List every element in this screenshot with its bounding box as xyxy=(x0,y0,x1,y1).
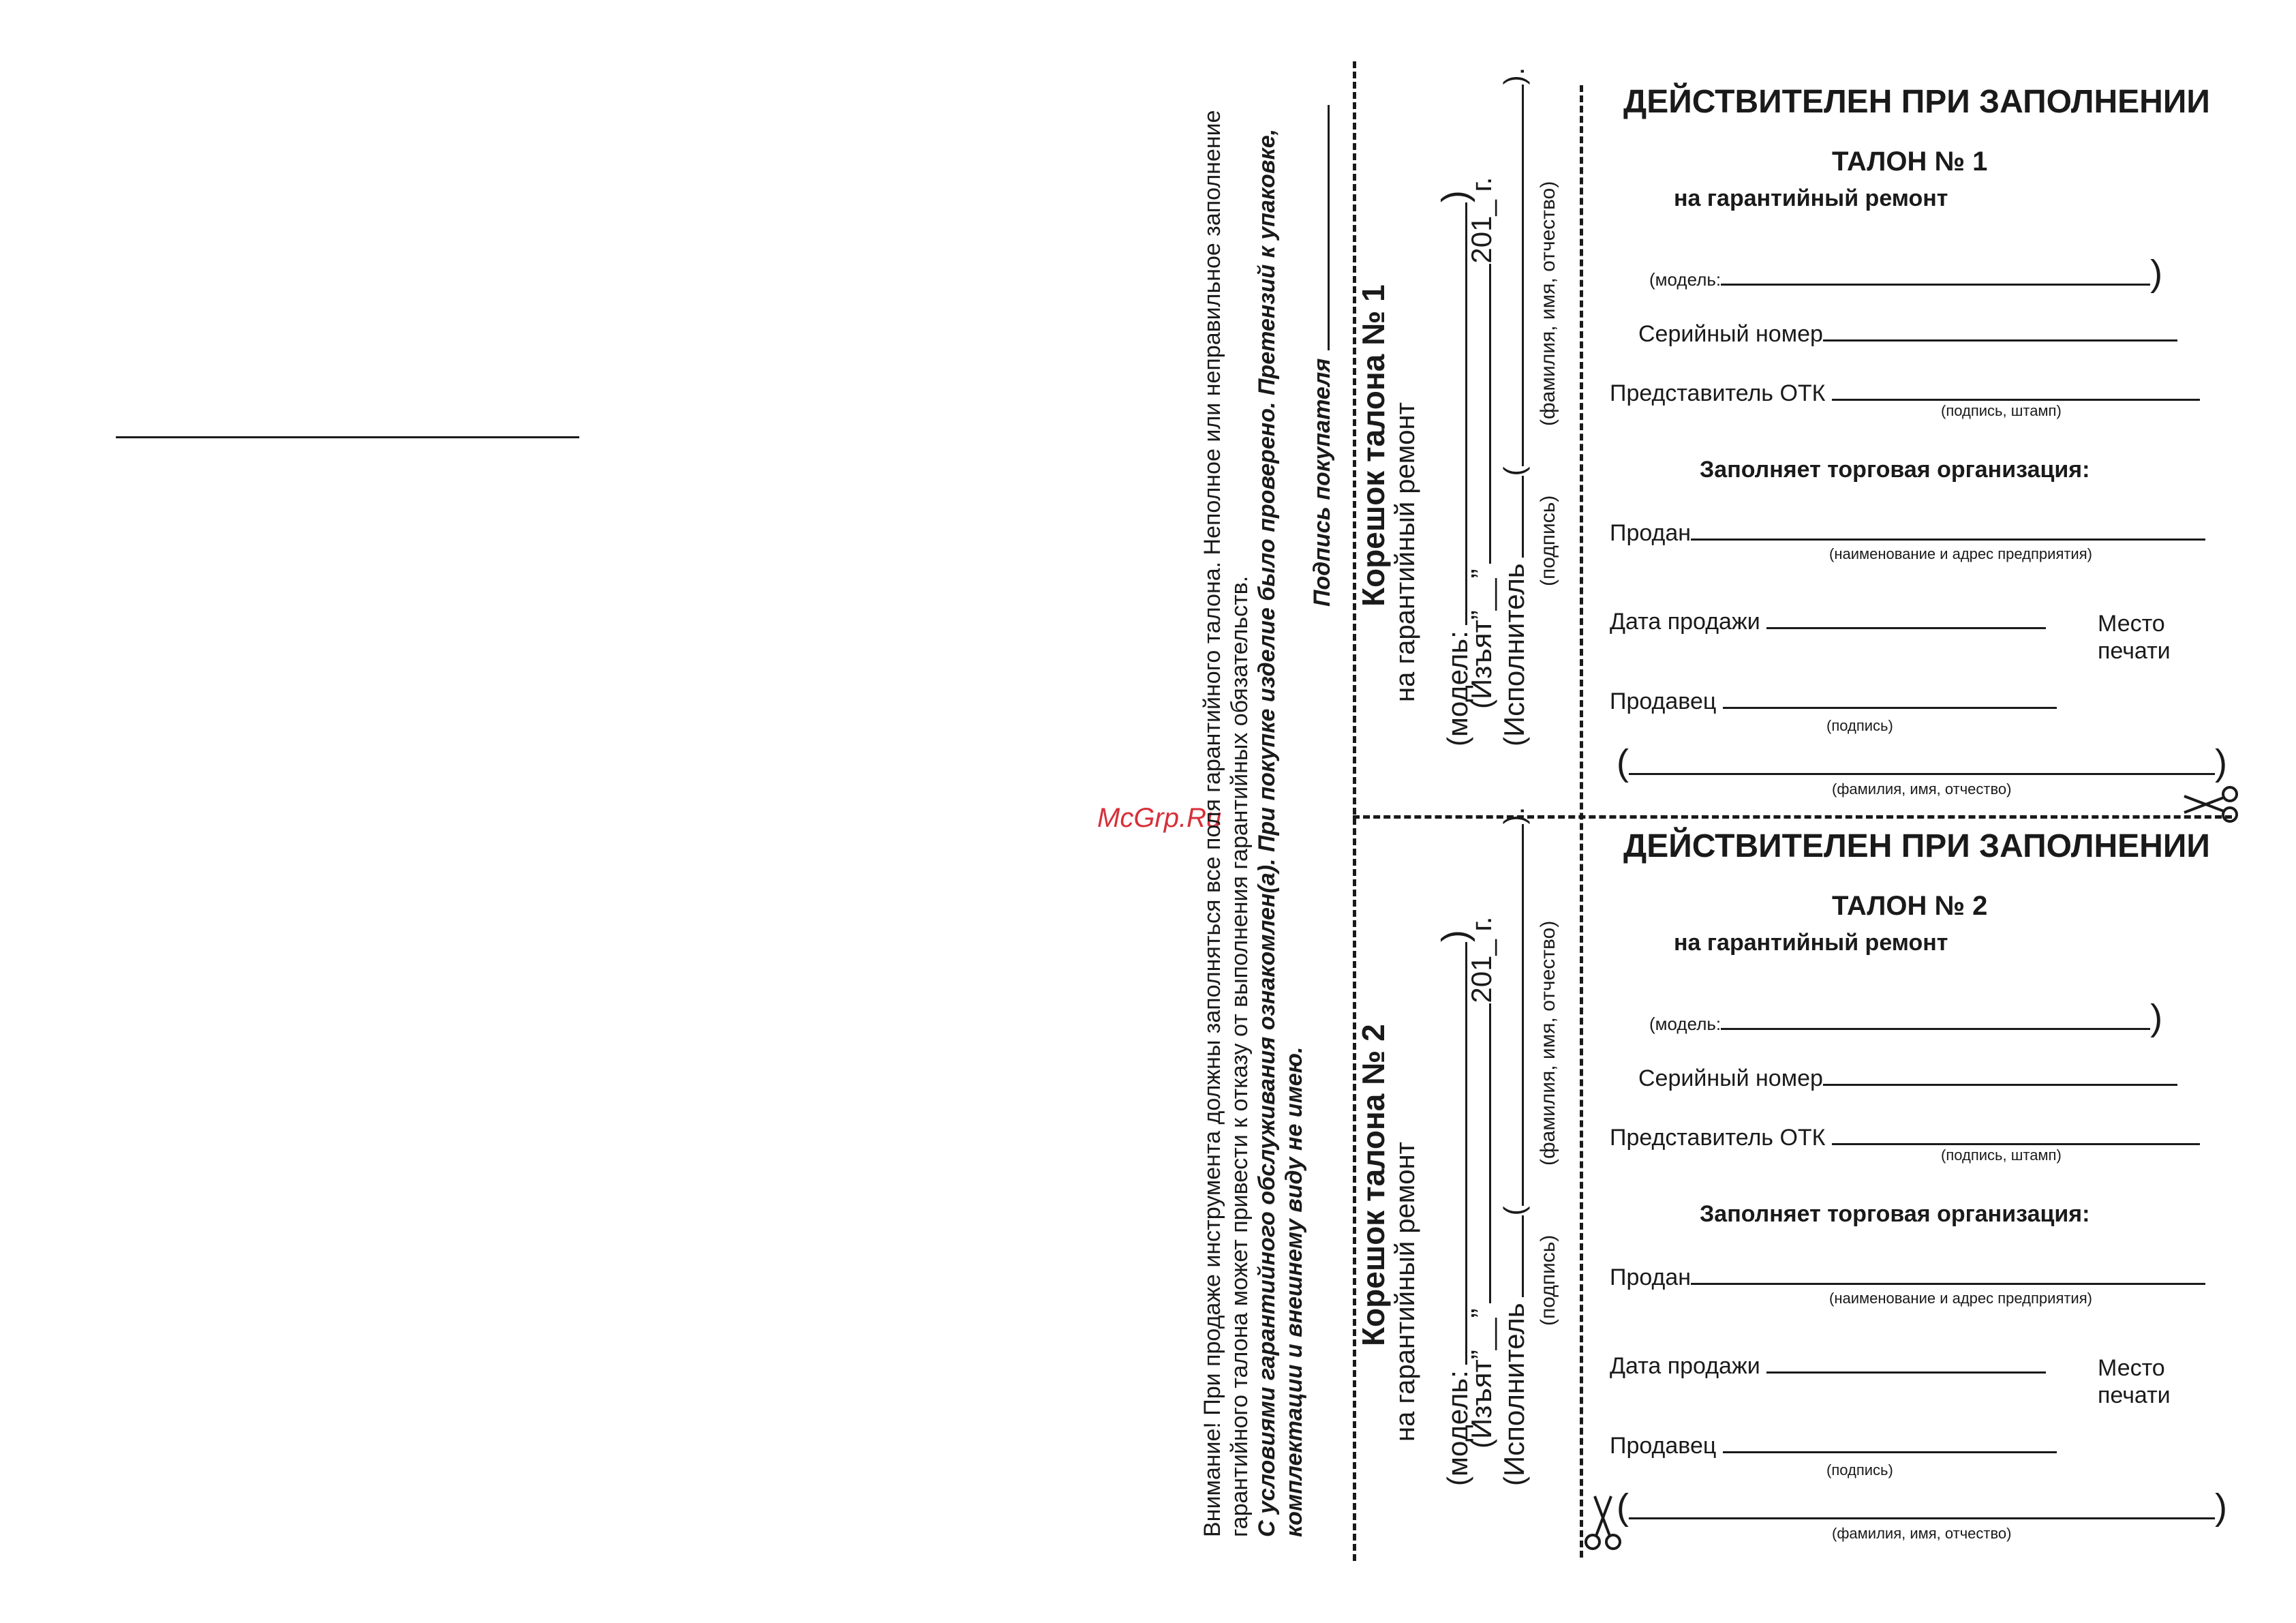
stub-2-subtitle: на гарантийный ремонт xyxy=(1390,1142,1420,1442)
coupon-1-model-field[interactable] xyxy=(1721,263,2150,286)
stub-1-name-field[interactable] xyxy=(1501,85,1524,466)
coupon-2-date-field[interactable] xyxy=(1766,1351,2046,1374)
coupon-2-sold-row: Продан xyxy=(1610,1262,2205,1291)
stub-2-sig-hint: (подпись) xyxy=(1537,1234,1559,1326)
coupon-1-subtitle: на гарантийный ремонт xyxy=(1674,185,1948,211)
coupon-1-seller-field[interactable] xyxy=(1723,686,2057,709)
coupon-2-name-hint: (фамилия, имя, отчество) xyxy=(1832,1525,2012,1542)
stub-1-model-field[interactable] xyxy=(1445,202,1467,625)
stub-1-seized-row: (Изъят”__”201_ г. xyxy=(1465,177,1497,709)
coupon-1-serial-field[interactable] xyxy=(1823,319,2177,342)
coupon-2-otk-hint: (подпись, штамп) xyxy=(1941,1147,2062,1164)
coupon-2-serial-field[interactable] xyxy=(1823,1063,2177,1086)
coupon-2-name-row: ( ) xyxy=(1617,1487,2227,1528)
stub-2-name-field[interactable] xyxy=(1501,824,1524,1206)
coupon-1-date-row: Дата продажи xyxy=(1610,607,2046,635)
coupon-1-sold-row: Продан xyxy=(1610,518,2205,547)
buyer-signature-field[interactable] xyxy=(1307,105,1330,350)
coupon-2-subtitle: на гарантийный ремонт xyxy=(1674,930,1948,956)
stub-2-seized-field[interactable] xyxy=(1469,1003,1491,1303)
coupon-1-model-row: (модель: ) xyxy=(1649,253,2163,294)
buyer-signature-label: Подпись покупателя xyxy=(1307,105,1336,607)
coupon-1-valid-heading: ДЕЙСТВИТЕЛЕН ПРИ ЗАПОЛНЕНИИ xyxy=(1623,84,2210,120)
scissors-icon xyxy=(2181,784,2242,825)
notice-line-3: С условиями гарантийного обслуживания ознакомлен(а). При покупке изделие было проверено. Претензий к упаковке, xyxy=(1254,128,1280,1537)
coupon-1-name-hint: (фамилия, имя, отчество) xyxy=(1832,780,2012,798)
coupon-2-trade-heading: Заполняет торговая организация: xyxy=(1700,1201,2090,1227)
notice-line-1: Внимание! При продаже инструмента должны заполняться все поля гарантийного талона. Неполное или неправильное заполнение xyxy=(1199,110,1225,1537)
coupon-1-date-field[interactable] xyxy=(1766,607,2046,629)
watermark: McGrp.Ru xyxy=(1097,803,1222,833)
coupon-2-seller-field[interactable] xyxy=(1723,1431,2057,1453)
cut-line-vertical-right xyxy=(1580,85,1583,1558)
coupon-2-serial-row: Серийный номер xyxy=(1638,1063,2177,1092)
coupon-1-talon-title: ТАЛОН № 1 xyxy=(1832,147,1988,177)
stub-2-seized-row: (Изъят”__”201_ г. xyxy=(1465,916,1497,1448)
stub-2-title: Корешок талона № 2 xyxy=(1356,1024,1391,1346)
coupon-2-model-field[interactable] xyxy=(1721,1007,2150,1030)
stub-2-name-hint: (фамилия, имя, отчество) xyxy=(1537,920,1559,1166)
coupon-2-model-row: (модель: ) xyxy=(1649,997,2163,1038)
coupon-1-sold-hint: (наименование и адрес предприятия) xyxy=(1829,545,2092,562)
coupon-2-talon-title: ТАЛОН № 2 xyxy=(1832,891,1988,921)
stub-1-sig-hint: (подпись) xyxy=(1537,495,1559,586)
coupon-2-valid-heading: ДЕЙСТВИТЕЛЕН ПРИ ЗАПОЛНЕНИИ xyxy=(1623,828,2210,864)
coupon-2-sold-field[interactable] xyxy=(1691,1262,2205,1285)
cut-line-horizontal xyxy=(1353,815,2232,819)
stub-1-seized-field[interactable] xyxy=(1469,264,1491,564)
coupon-2-sold-hint: (наименование и адрес предприятия) xyxy=(1829,1290,2092,1307)
coupon-1-trade-heading: Заполняет торговая организация: xyxy=(1700,457,2090,483)
coupon-1-sold-field[interactable] xyxy=(1691,518,2205,541)
stub-1-executor-row: (Исполнитель(). xyxy=(1498,67,1530,746)
stub-2-model-row: (модель:) xyxy=(1435,930,1475,1486)
coupon-1-otk-field[interactable] xyxy=(1832,378,2200,401)
coupon-2-otk-row: Представитель ОТК xyxy=(1610,1123,2200,1151)
coupon-2-name-field[interactable] xyxy=(1629,1497,2215,1519)
coupon-1-name-field[interactable] xyxy=(1629,753,2215,775)
stub-1-subtitle: на гарантийный ремонт xyxy=(1390,402,1420,702)
stub-2-executor-row: (Исполнитель(). xyxy=(1498,806,1530,1486)
stub-1-title: Корешок талона № 1 xyxy=(1356,284,1391,607)
coupon-2-otk-field[interactable] xyxy=(1832,1123,2200,1145)
blank-signature-line xyxy=(116,436,579,438)
coupon-1-name-row: ( ) xyxy=(1617,742,2227,783)
coupon-2-seller-hint: (подпись) xyxy=(1826,1461,1893,1478)
coupon-1-seller-row: Продавец xyxy=(1610,686,2057,715)
coupon-2-stamp-place: Место печати xyxy=(2098,1355,2171,1408)
stub-1-model-row: (модель:) xyxy=(1435,190,1475,746)
coupon-1-otk-hint: (подпись, штамп) xyxy=(1941,402,2062,419)
coupon-1-serial-row: Серийный номер xyxy=(1638,319,2177,348)
notice-line-2: гарантийного талона может привести к отказу от выполнения гарантийных обязательств. xyxy=(1227,575,1253,1537)
coupon-2-seller-row: Продавец xyxy=(1610,1431,2057,1459)
coupon-1-otk-row: Представитель ОТК xyxy=(1610,378,2200,407)
stub-1-sign-field[interactable] xyxy=(1501,476,1524,558)
stub-1-name-hint: (фамилия, имя, отчество) xyxy=(1537,181,1559,426)
coupon-1-seller-hint: (подпись) xyxy=(1826,717,1893,734)
stub-2-sign-field[interactable] xyxy=(1501,1215,1524,1297)
stub-2-model-field[interactable] xyxy=(1445,942,1467,1365)
coupon-2-date-row: Дата продажи xyxy=(1610,1351,2046,1380)
coupon-1-stamp-place: Место печати xyxy=(2098,611,2171,664)
notice-line-4: комплектации и внешнему виду не имею. xyxy=(1281,1046,1307,1537)
